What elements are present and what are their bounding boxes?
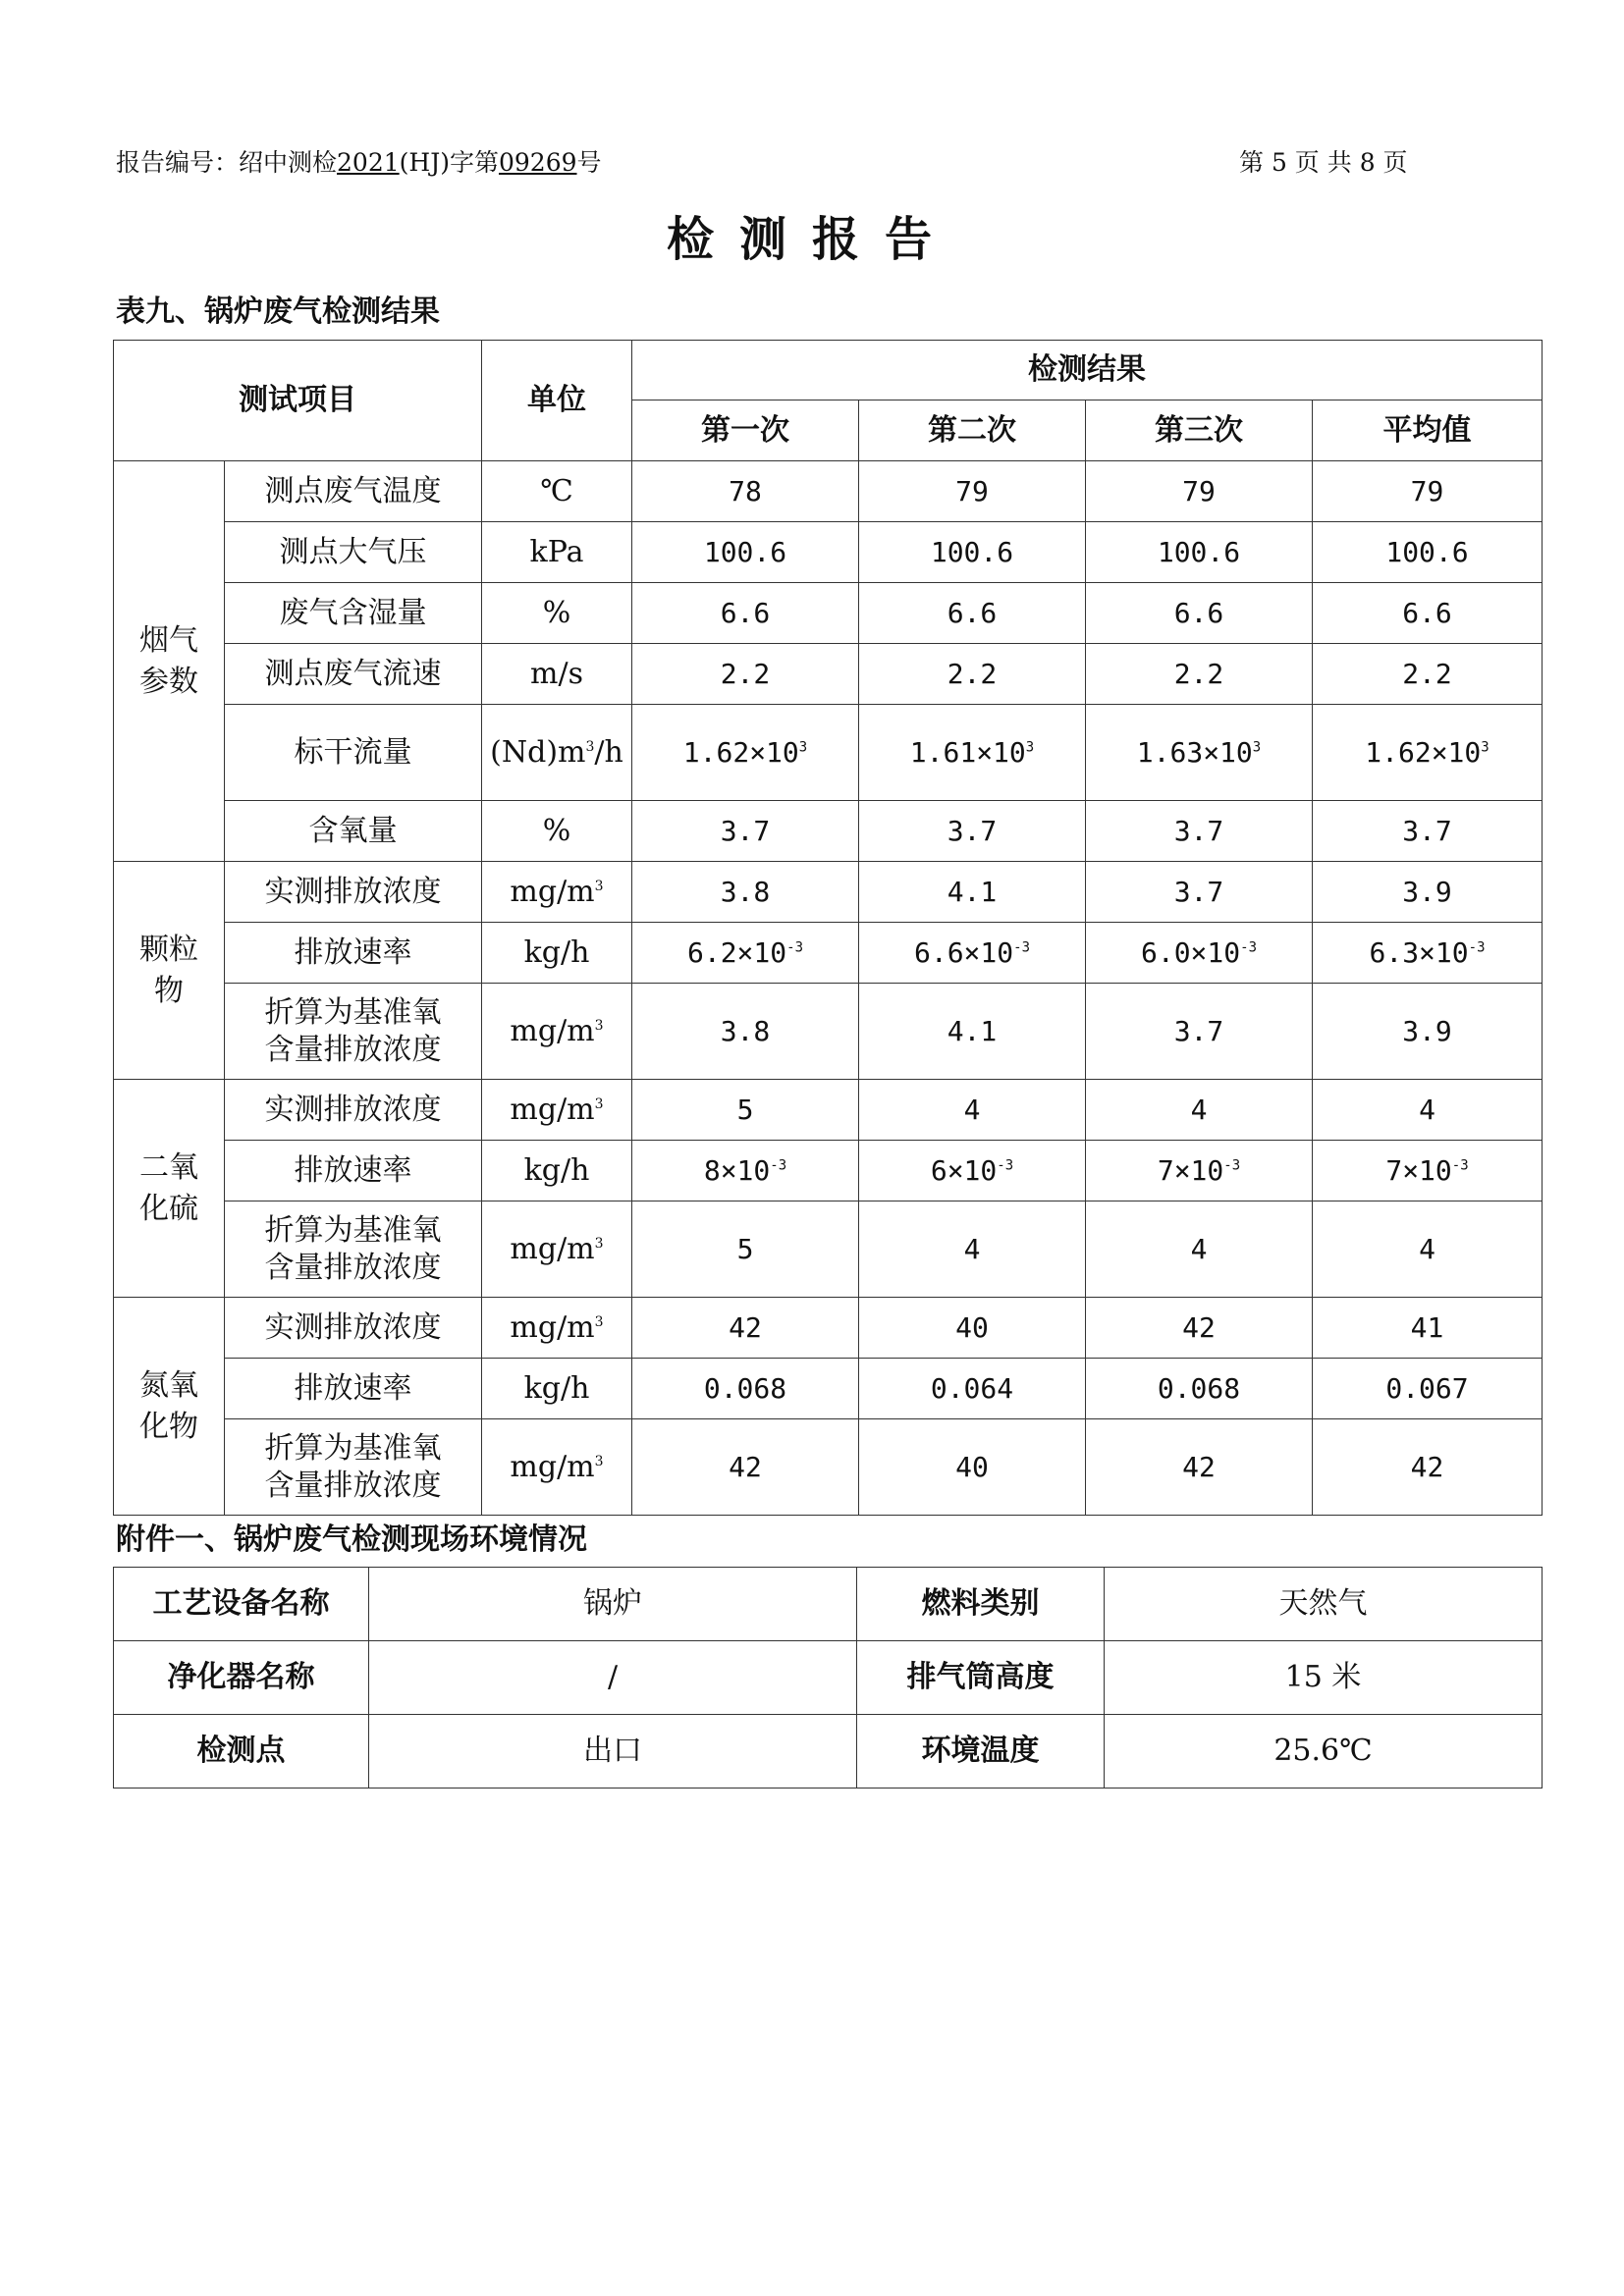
value-first: 3.7: [632, 801, 859, 862]
value-third: 2.2: [1086, 644, 1313, 705]
value-third: 42: [1086, 1298, 1313, 1359]
value-exponent: -3: [1013, 939, 1030, 956]
group-nox: [114, 1298, 225, 1516]
row-unit: [482, 1080, 632, 1141]
value-base: 6.2×10: [686, 936, 787, 969]
value-first: [632, 1141, 859, 1201]
value-average: 3.9: [1313, 984, 1543, 1080]
unit-text: mg/m: [510, 1092, 595, 1127]
value-first: 78: [632, 461, 859, 522]
row-unit: [482, 862, 632, 923]
value-exponent: -3: [997, 1157, 1014, 1174]
value-average: 2.2: [1313, 644, 1543, 705]
env-label: 燃料类别: [857, 1568, 1105, 1641]
value-exponent: 3: [1025, 739, 1035, 756]
report-number-label: 报告编号：绍中测检: [116, 148, 338, 177]
env-label: 净化器名称: [114, 1641, 369, 1715]
value-base: 1.63×10: [1136, 736, 1253, 769]
value-exponent: 3: [1252, 739, 1262, 756]
value-third: [1086, 1141, 1313, 1201]
report-number: [116, 143, 602, 179]
row-unit: kPa: [482, 522, 632, 583]
env-value: /: [369, 1641, 857, 1715]
value-base: 1.62×10: [682, 736, 799, 769]
row-unit: kg/h: [482, 1141, 632, 1201]
row-unit: %: [482, 801, 632, 862]
value-average: 100.6: [1313, 522, 1543, 583]
value-third: 100.6: [1086, 522, 1313, 583]
env-value: 出口: [369, 1715, 857, 1789]
value-exponent: 3: [1481, 739, 1489, 756]
row-item: 排放速率: [225, 1141, 482, 1201]
value-average: 3.9: [1313, 862, 1543, 923]
value-exponent: -3: [770, 1157, 787, 1174]
value-average: 41: [1313, 1298, 1543, 1359]
row-unit: [482, 1201, 632, 1298]
value-third: 3.7: [1086, 984, 1313, 1080]
value-average: [1313, 923, 1543, 984]
value-average: 3.7: [1313, 801, 1543, 862]
value-third: 3.7: [1086, 801, 1313, 862]
unit-text: (Nd)m: [490, 734, 586, 770]
value-exponent: -3: [1223, 1157, 1241, 1174]
value-exponent: -3: [786, 939, 803, 956]
env-label: 工艺设备名称: [114, 1568, 369, 1641]
value-average: [1313, 705, 1543, 801]
value-second: 4.1: [859, 984, 1086, 1080]
env-value: 15 米: [1105, 1641, 1543, 1715]
value-third: 3.7: [1086, 862, 1313, 923]
row-unit: [482, 705, 632, 801]
group-flue-gas: [114, 461, 225, 862]
value-exponent: 3: [798, 739, 808, 756]
row-item: 排放速率: [225, 1359, 482, 1419]
value-second: 4: [859, 1080, 1086, 1141]
unit-text: /h: [594, 734, 623, 770]
row-item: 实测排放浓度: [225, 1080, 482, 1141]
env-value: 锅炉: [369, 1568, 857, 1641]
row-item: 测点废气温度: [225, 461, 482, 522]
value-second: 0.064: [859, 1359, 1086, 1419]
group-label: 颗粒物: [139, 932, 198, 1008]
env-label: 排气筒高度: [857, 1641, 1105, 1715]
value-base: 7×10: [1385, 1154, 1452, 1187]
value-first: [632, 705, 859, 801]
env-label: 环境温度: [857, 1715, 1105, 1789]
value-third: 6.6: [1086, 583, 1313, 644]
value-base: 6.3×10: [1369, 936, 1469, 969]
value-third: 4: [1086, 1201, 1313, 1298]
row-item: [225, 984, 482, 1080]
value-average: [1313, 1141, 1543, 1201]
row-item-text: 折算为基准氧含量排放浓度: [264, 995, 442, 1067]
value-first: 3.8: [632, 862, 859, 923]
header-average: 平均值: [1313, 400, 1543, 461]
row-item: [225, 1201, 482, 1298]
emission-results-table: [113, 340, 1543, 1516]
value-base: 6.0×10: [1140, 936, 1241, 969]
value-first: 100.6: [632, 522, 859, 583]
env-value: 25.6℃: [1105, 1715, 1543, 1789]
attachment-caption: 附件一、锅炉废气检测现场环境情况: [116, 1522, 587, 1557]
row-item: 测点废气流速: [225, 644, 482, 705]
row-item: 测点大气压: [225, 522, 482, 583]
unit-exponent: 3: [594, 878, 604, 894]
value-exponent: -3: [1468, 939, 1486, 956]
value-average: 4: [1313, 1201, 1543, 1298]
value-third: 42: [1086, 1419, 1313, 1516]
unit-exponent: 3: [594, 1017, 604, 1034]
value-exponent: -3: [1451, 1157, 1469, 1174]
value-first: 0.068: [632, 1359, 859, 1419]
row-item: [225, 1419, 482, 1516]
value-first: 5: [632, 1080, 859, 1141]
value-base: 1.62×10: [1365, 736, 1482, 769]
value-second: 6.6: [859, 583, 1086, 644]
value-second: 4: [859, 1201, 1086, 1298]
value-base: 6×10: [930, 1154, 998, 1187]
row-unit: kg/h: [482, 1359, 632, 1419]
value-average: 4: [1313, 1080, 1543, 1141]
header-test-item: 测试项目: [114, 341, 482, 461]
value-average: 6.6: [1313, 583, 1543, 644]
group-label: 烟气参数: [139, 622, 198, 699]
report-year: 2021: [337, 148, 400, 177]
unit-text: mg/m: [510, 874, 595, 909]
unit-exponent: 3: [594, 1095, 604, 1112]
value-second: [859, 923, 1086, 984]
value-third: [1086, 705, 1313, 801]
report-number-suffix: 号: [576, 148, 602, 177]
row-item: 废气含湿量: [225, 583, 482, 644]
row-item-text: 折算为基准氧含量排放浓度: [264, 1213, 442, 1285]
value-second: 40: [859, 1419, 1086, 1516]
row-unit: [482, 1298, 632, 1359]
value-first: 5: [632, 1201, 859, 1298]
value-second: [859, 1141, 1086, 1201]
unit-exponent: 3: [594, 1235, 604, 1252]
group-particulate: [114, 862, 225, 1080]
unit-text: mg/m: [510, 1309, 595, 1345]
value-second: 4.1: [859, 862, 1086, 923]
row-unit: ℃: [482, 461, 632, 522]
unit-exponent: 3: [594, 1313, 604, 1330]
row-item: 排放速率: [225, 923, 482, 984]
row-unit: m/s: [482, 644, 632, 705]
row-unit: [482, 984, 632, 1080]
group-label: 二氧化硫: [139, 1149, 198, 1226]
value-second: 3.7: [859, 801, 1086, 862]
row-unit: kg/h: [482, 923, 632, 984]
row-item: 含氧量: [225, 801, 482, 862]
env-label: 检测点: [114, 1715, 369, 1789]
row-item: 实测排放浓度: [225, 862, 482, 923]
value-average: 0.067: [1313, 1359, 1543, 1419]
value-third: [1086, 923, 1313, 984]
report-number-mid: (HJ)字第: [399, 148, 499, 177]
row-item: 实测排放浓度: [225, 1298, 482, 1359]
value-third: 4: [1086, 1080, 1313, 1141]
header-second: 第二次: [859, 400, 1086, 461]
value-third: 0.068: [1086, 1359, 1313, 1419]
header-first: 第一次: [632, 400, 859, 461]
value-second: 40: [859, 1298, 1086, 1359]
table9-caption: 表九、锅炉废气检测结果: [116, 294, 440, 329]
group-so2: [114, 1080, 225, 1298]
env-value: 天然气: [1105, 1568, 1543, 1641]
value-first: 42: [632, 1298, 859, 1359]
value-average: 42: [1313, 1419, 1543, 1516]
unit-text: mg/m: [510, 1449, 595, 1484]
page-title: 检测报告: [666, 212, 957, 267]
header-results: 检测结果: [632, 341, 1543, 400]
row-item: 标干流量: [225, 705, 482, 801]
page-indicator: 第 5 页 共 8 页: [1239, 148, 1408, 177]
value-first: 42: [632, 1419, 859, 1516]
value-second: 100.6: [859, 522, 1086, 583]
unit-text: mg/m: [510, 1013, 595, 1048]
site-environment-table: [113, 1567, 1543, 1789]
value-third: 79: [1086, 461, 1313, 522]
value-second: 2.2: [859, 644, 1086, 705]
unit-text: mg/m: [510, 1231, 595, 1266]
row-unit: [482, 1419, 632, 1516]
value-base: 7×10: [1157, 1154, 1224, 1187]
unit-exponent: 3: [594, 1453, 604, 1469]
value-first: 2.2: [632, 644, 859, 705]
value-first: [632, 923, 859, 984]
group-label: 氮氧化物: [139, 1367, 198, 1444]
value-second: 79: [859, 461, 1086, 522]
unit-exponent: 3: [585, 738, 595, 755]
value-second: [859, 705, 1086, 801]
value-average: 79: [1313, 461, 1543, 522]
value-base: 6.6×10: [913, 936, 1014, 969]
value-first: 6.6: [632, 583, 859, 644]
value-first: 3.8: [632, 984, 859, 1080]
value-base: 8×10: [703, 1154, 771, 1187]
header-unit: 单位: [482, 341, 632, 461]
row-unit: %: [482, 583, 632, 644]
header-third: 第三次: [1086, 400, 1313, 461]
value-exponent: -3: [1240, 939, 1257, 956]
value-base: 1.61×10: [909, 736, 1026, 769]
row-item-text: 折算为基准氧含量排放浓度: [264, 1431, 442, 1503]
report-serial: 09269: [498, 148, 577, 177]
